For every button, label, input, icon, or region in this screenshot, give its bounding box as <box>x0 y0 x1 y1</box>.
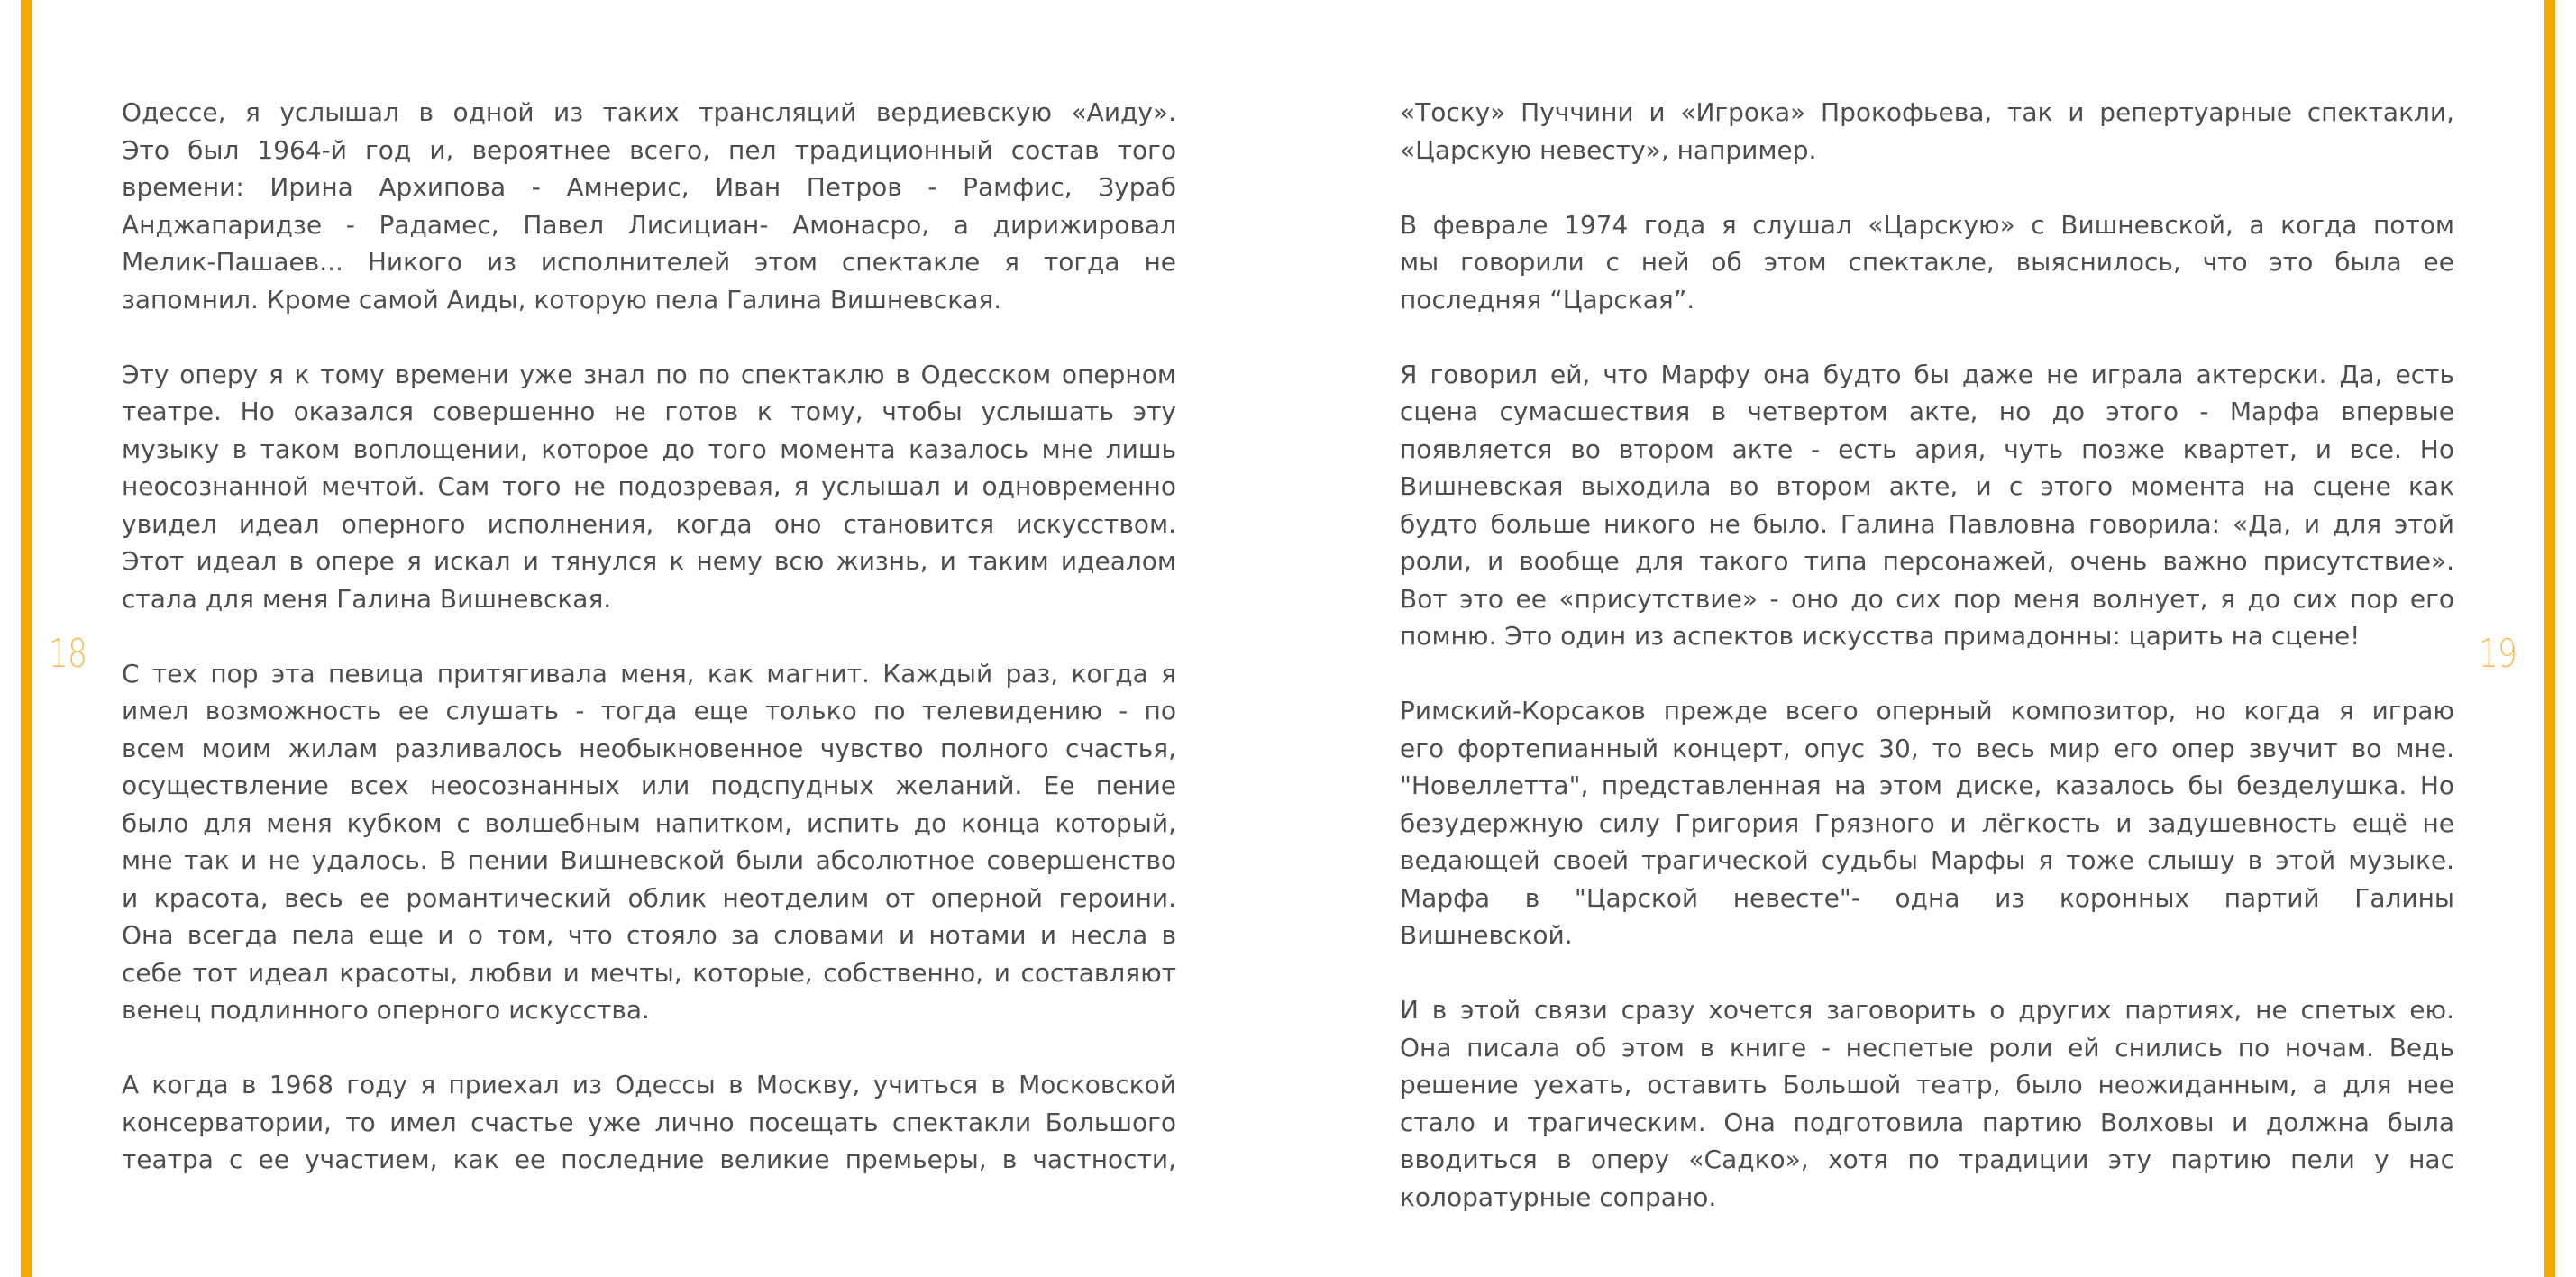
text-line: Она писала об этом в книге - неспетые роли ей снились по ночам. Ведь <box>1400 1032 2454 1063</box>
text-line: роли, и вообще для такого типа персонажей, очень важно присутствие». <box>1400 546 2454 576</box>
text-line: ведающей своей трагической судьбы Марфы я тоже слышу в этой музыке. <box>1400 845 2454 875</box>
paragraph <box>1400 991 2454 1216</box>
paragraph <box>1400 356 2454 655</box>
text-line: Римский-Корсаков прежде всего оперный композитор, но когда я играю <box>1400 696 2454 725</box>
text-line: имел возможность ее слушать - тогда еще только по телевидению - по <box>122 696 1176 725</box>
paragraph <box>1400 206 2454 319</box>
text-line: будто больше никого не было. Галина Павловна говорила: «Да, и для этой <box>1400 508 2454 539</box>
text-line: И в этой связи сразу хочется заговорить о других партиях, не спетых ею. <box>1400 995 2454 1025</box>
text-line: театре. Но оказался совершенно не готов к тому, чтобы услышать эту <box>122 397 1176 426</box>
text-line: безудержную силу Григория Грязного и лёгкость и задушевность ещё не <box>1400 807 2454 838</box>
paragraph <box>1400 692 2454 954</box>
text-line: решение уехать, оставить Большой театр, было неожиданным, а для нее <box>1400 1070 2454 1099</box>
paragraph <box>122 1066 1176 1179</box>
text-line: колоратурные сопрано. <box>1400 1181 1717 1212</box>
paragraph <box>122 356 1176 618</box>
text-line: осуществление всех неосознанных или подспудных желаний. Ее пение <box>122 771 1176 800</box>
text-line: себе тот идеал красоты, любви и мечты, которые, собственно, и составляют <box>122 957 1176 988</box>
text-line: его фортепианный концерт, опус 30, то весь мир его опер звучит во мне. <box>1400 733 2454 763</box>
text-line: Мелик-Пашаев... Никого из исполнителей этом спектакле я тогда не <box>122 247 1176 277</box>
text-line: мы говорили с ней об этом спектакле, выяснилось, что это была ее <box>1400 247 2454 277</box>
left-edge-accent-bar <box>21 0 32 1277</box>
text-line: Я говорил ей, что Марфу она будто бы даже не играла актерски. Да, есть <box>1400 359 2454 389</box>
right-edge-accent-bar <box>2544 0 2555 1277</box>
text-line: стало и трагическим. Она подготовила партию Волховы и должна была <box>1400 1107 2454 1137</box>
text-line: времени: Ирина Архипова - Амнерис, Иван Петров - Рамфис, Зураб <box>122 172 1176 202</box>
text-line: и красота, весь ее романтический облик неотделим от оперной героини. <box>122 882 1176 913</box>
text-line: мне так и не удалось. В пении Вишневской были абсолютное совершенство <box>122 845 1176 875</box>
text-line: «Царскую невесту», например. <box>1400 134 1817 165</box>
text-line: Анджапаридзе - Радамес, Павел Лисициан- Амонасро, а дирижировал <box>122 209 1176 240</box>
text-line: Эту оперу я к тому времени уже знал по по спектаклю в Одесском оперном <box>122 359 1176 389</box>
text-line: "Новеллетта", представленная на этом диске, казалось бы безделушка. Но <box>1400 771 2454 800</box>
right-page-text-column <box>1400 94 2454 1254</box>
text-line: Вишневской. <box>1400 920 1573 950</box>
text-line: Этот идеал в опере я искал и тянулся к нему всю жизнь, и таким идеалом <box>122 546 1176 576</box>
text-line: помню. Это один из аспектов искусства примадонны: царить на сцене! <box>1400 621 2361 651</box>
page-number-right: 19 <box>2479 631 2517 677</box>
text-line: венец подлинного оперного искусства. <box>122 995 650 1025</box>
paragraph <box>122 655 1176 1029</box>
text-line: Вишневская выходила во втором акте, и с этого момента на сцене как <box>1400 471 2454 501</box>
text-line: А когда в 1968 году я приехал из Одессы в Москву, учиться в Московской <box>122 1070 1176 1099</box>
text-line: Вот это ее «присутствие» - оно до сих пор меня волнует, я до сих пор его <box>1400 583 2454 614</box>
text-line: было для меня кубком с волшебным напитком, испить до конца который, <box>122 807 1176 838</box>
text-line: вводиться в оперу «Садко», хотя по традиции эту партию пели у нас <box>1400 1145 2454 1174</box>
text-line: Это был 1964-й год и, вероятнее всего, пел традиционный состав того <box>122 134 1176 165</box>
text-line: увидел идеал оперного исполнения, когда оно становится искусством. <box>122 508 1176 539</box>
text-line: стала для меня Галина Вишневская. <box>122 583 612 614</box>
text-line: Марфа в "Царской невесте"- одна из коронных партий Галины <box>1400 882 2454 913</box>
left-page-text-column <box>122 94 1176 1216</box>
text-line: появляется во втором акте - есть ария, чуть позже квартет, и все. Но <box>1400 433 2454 464</box>
text-line: музыку в таком воплощении, которое до того момента казалось мне лишь <box>122 433 1176 464</box>
text-line: С тех пор эта певица притягивала меня, как магнит. Каждый раз, когда я <box>122 658 1176 689</box>
text-line: консерватории, то имел счастье уже лично посещать спектакли Большого <box>122 1107 1176 1137</box>
text-line: неосознанной мечтой. Сам того не подозревая, я услышал и одновременно <box>122 471 1176 501</box>
text-line: «Тоску» Пуччини и «Игрока» Прокофьева, так и репертуарные спектакли, <box>1400 97 2454 127</box>
text-line: запомнил. Кроме самой Аиды, которую пела Галина Вишневская. <box>122 284 1002 315</box>
text-line: В феврале 1974 года я слушал «Царскую» с Вишневской, а когда потом <box>1400 209 2454 240</box>
text-line: сцена сумасшествия в четвертом акте, но до этого - Марфа впервые <box>1400 397 2454 426</box>
text-line: Она всегда пела еще и о том, что стояло за словами и нотами и несла в <box>122 920 1176 950</box>
text-line: театра с ее участием, как ее последние великие премьеры, в частности, <box>122 1145 1176 1174</box>
page-number-left: 18 <box>49 631 87 677</box>
text-line: последняя “Царская”. <box>1400 284 1695 315</box>
paragraph <box>122 94 1176 318</box>
text-line: всем моим жилам разливалось необыкновенное чувство полного счастья, <box>122 733 1176 763</box>
paragraph <box>1400 94 2454 169</box>
text-line: Одессе, я услышал в одной из таких трансляций вердиевскую «Аиду». <box>122 97 1176 127</box>
